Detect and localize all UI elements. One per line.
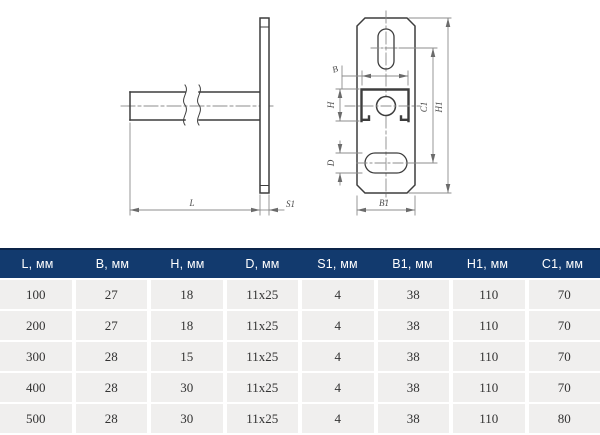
table-cell: 4: [302, 342, 374, 371]
table-cell: 28: [76, 342, 148, 371]
front-view-drawing: [326, 11, 451, 215]
dim-label-h1: H1: [434, 101, 444, 113]
table-cell: 38: [378, 404, 450, 433]
table-header-row: [0, 248, 600, 278]
table-cell: 30: [151, 404, 223, 433]
table-cell: 70: [529, 311, 600, 340]
table-cell: 18: [151, 280, 223, 309]
column-header-c1: C1, мм: [541, 257, 584, 271]
table-cell: 110: [453, 280, 525, 309]
table-cell: 110: [453, 404, 525, 433]
table-cell: 400: [0, 373, 72, 402]
table-cell: 27: [76, 280, 148, 309]
table-cell: 70: [529, 280, 600, 309]
side-view-drawing: [121, 18, 295, 215]
dim-label-h: H: [326, 101, 336, 109]
table-cell: 38: [378, 280, 450, 309]
spec-table: [0, 248, 600, 435]
table-cell: 38: [378, 342, 450, 371]
column-header-l: L, мм: [21, 257, 54, 271]
table-cell: 80: [529, 404, 600, 433]
table-cell: 4: [302, 280, 374, 309]
table-cell: 11x25: [227, 311, 299, 340]
column-header-b: B, мм: [95, 257, 130, 271]
column-header-s1: S1, мм: [317, 257, 358, 271]
column-header-h1: H1, мм: [466, 257, 509, 271]
table-cell: 38: [378, 311, 450, 340]
table-cell: 11x25: [227, 342, 299, 371]
table-cell: 27: [76, 311, 148, 340]
dim-label-l: L: [189, 198, 195, 208]
dim-label-d: D: [326, 159, 336, 167]
table-cell: 70: [529, 342, 600, 371]
table-cell: 110: [453, 342, 525, 371]
table-cell: 4: [302, 373, 374, 402]
table-cell: 28: [76, 373, 148, 402]
table-row: [0, 404, 600, 433]
table-cell: 11x25: [227, 373, 299, 402]
table-cell: 30: [151, 373, 223, 402]
table-row: [0, 373, 600, 402]
table-cell: 38: [378, 373, 450, 402]
table-row: [0, 311, 600, 340]
table-cell: 110: [453, 311, 525, 340]
column-header-b1: B1, мм: [392, 257, 433, 271]
table-cell: 18: [151, 311, 223, 340]
table-cell: 4: [302, 404, 374, 433]
table-cell: 28: [76, 404, 148, 433]
table-cell: 110: [453, 373, 525, 402]
table-row: [0, 280, 600, 309]
table-cell: 300: [0, 342, 72, 371]
dim-label-b1: B1: [379, 198, 389, 208]
dim-label-c1: C1: [419, 101, 429, 113]
dimension-arrows-d: [338, 144, 343, 182]
column-header-d: D, мм: [245, 257, 280, 271]
table-cell: 500: [0, 404, 72, 433]
table-body: [0, 278, 600, 433]
table-cell: 15: [151, 342, 223, 371]
plate-side-profile: [260, 18, 269, 193]
table-cell: 70: [529, 373, 600, 402]
dim-label-b: B: [330, 63, 340, 75]
table-cell: 100: [0, 280, 72, 309]
break-lines: [184, 85, 201, 125]
table-cell: 11x25: [227, 280, 299, 309]
table-cell: 200: [0, 311, 72, 340]
column-header-h: H, мм: [170, 257, 205, 271]
table-cell: 4: [302, 311, 374, 340]
table-row: [0, 342, 600, 371]
table-cell: 11x25: [227, 404, 299, 433]
dim-label-s1: S1: [286, 199, 295, 209]
